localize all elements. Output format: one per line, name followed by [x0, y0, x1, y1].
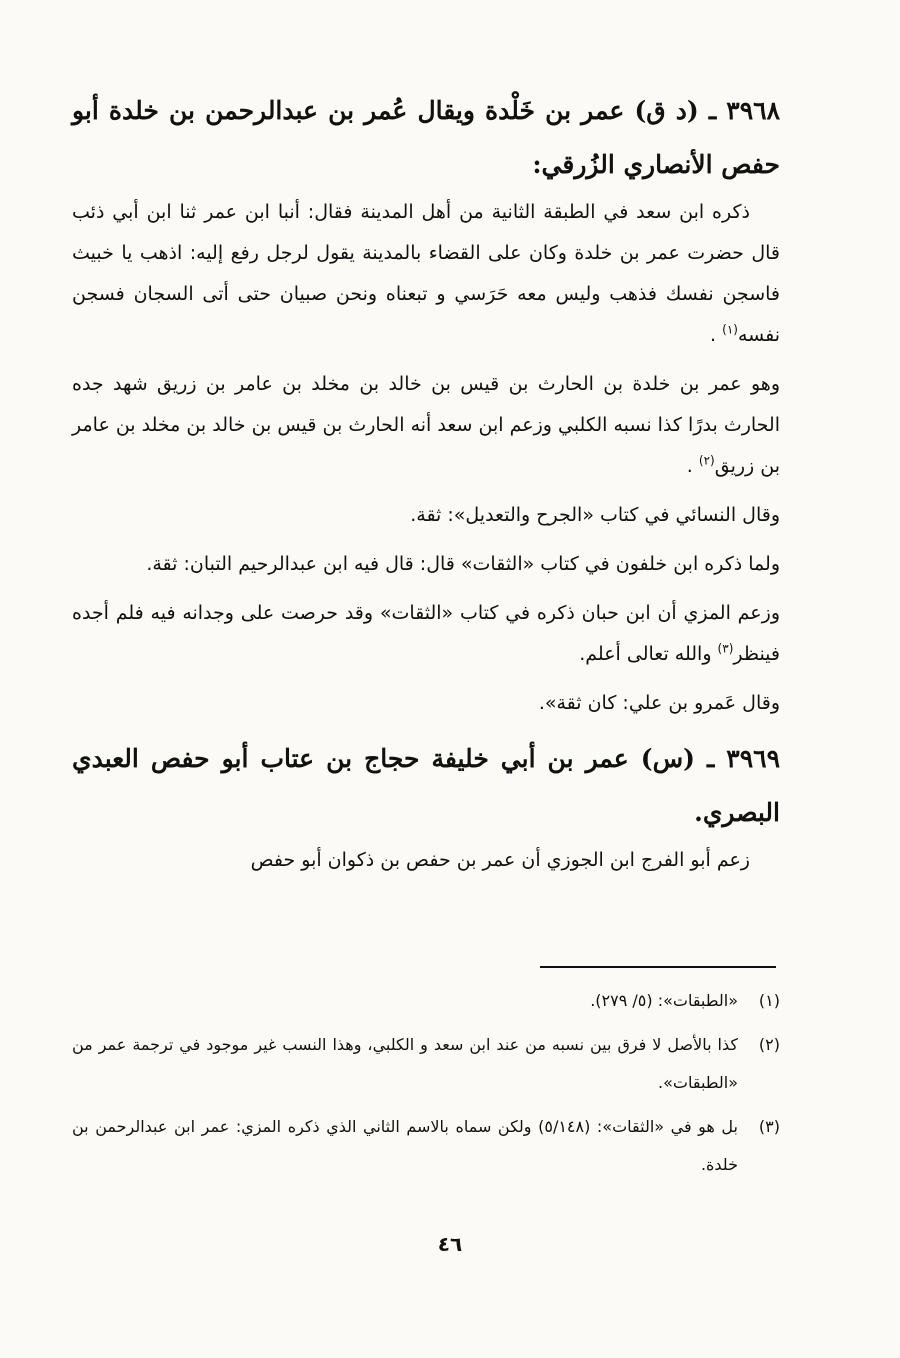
paragraph-end: . — [686, 455, 699, 477]
paragraph-end: والله تعالى أعلم. — [579, 643, 718, 665]
entry-3968-paragraph-5 — [72, 593, 780, 675]
entry-3968-paragraph-4: ولما ذكره ابن خلفون في كتاب «الثقات» قال: قال فيه ابن عبدالرحيم التبان: ثقة. — [146, 553, 780, 575]
paragraph-end: . — [710, 324, 723, 346]
entry-3969-paragraph-1: زعم أبو الفرج ابن الجوزي أن عمر بن حفص بن ذكوان أبو حفص — [250, 849, 750, 871]
entry-3968-paragraph-1 — [72, 192, 780, 356]
entry-3969-heading: ٣٩٦٩ ـ (س) عمر بن أبي خليفة حجاج بن عتاب أبو حفص العبدي البصري. — [72, 744, 780, 827]
footnote-ref-2[interactable]: (٢) — [698, 453, 715, 468]
footnote-ref-1[interactable]: (١) — [722, 322, 738, 337]
entry-3968-heading: ٣٩٦٨ ـ (د ق) عمر بن خَلْدة ويقال عُمر بن عبدالرحمن بن خلدة أبو حفص الأنصاري الزُرقي: — [72, 96, 780, 179]
footnote-1 — [72, 982, 780, 1020]
footnote-divider — [540, 966, 776, 968]
footnote-text: بل هو في «الثقات»: (٥/١٤٨) ولكن سماه بالاسم الثاني الذي ذكره المزي: عمر ابن عبدالرحمن بن خلدة. — [72, 1117, 738, 1174]
footnote-text: «الطبقات»: (٥/ ٢٧٩). — [590, 991, 738, 1010]
footnote-text: كذا بالأصل لا فرق بين نسبه من عند ابن سعد و الكلبي، وهذا النسب غير موجود في ترجمة عمر من «الطبقات». — [72, 1035, 738, 1092]
footnotes — [72, 982, 780, 1190]
footnote-number: (٣) — [758, 1117, 780, 1136]
page-number: ٤٦ — [437, 1232, 463, 1256]
footnote-3 — [72, 1108, 780, 1184]
paragraph-text: ذكره ابن سعد في الطبقة الثانية من أهل المدينة فقال: أنبا ابن عمر ثنا ابن أبي ذئب قال حضرت عمر بن خلدة وكان على القضاء بالمدينة يقول لرجل رفع إليه: اذهب يا خبيث فاسجن نفسك فذهب وليس معه حَرَسي و تبعناه ونحن صبيان حتى أتى السجان فسجن نفسه — [72, 201, 780, 346]
main-text — [72, 78, 780, 889]
footnote-ref-3[interactable]: (٣) — [717, 641, 734, 656]
footnote-number: (٢) — [758, 1035, 780, 1054]
entry-3968-paragraph-6: وقال عَمرو بن علي: كان ثقة». — [538, 692, 780, 714]
footnote-number: (١) — [758, 991, 780, 1010]
footnote-2 — [72, 1026, 780, 1102]
entry-3968-paragraph-2 — [72, 364, 780, 487]
entry-3968-paragraph-3: وقال النسائي في كتاب «الجرح والتعديل»: ثقة. — [410, 504, 780, 526]
paragraph-text: وزعم المزي أن ابن حبان ذكره في كتاب «الثقات» وقد حرصت على وجدانه فيه فلم أجده فينظر — [72, 602, 780, 665]
paragraph-text: وهو عمر بن خلدة بن الحارث بن قيس بن خالد بن مخلد بن عامر بن زريق شهد جده الحارث بدرًا كذا نسبه الكلبي وزعم ابن سعد أنه الحارث بن قيس بن خالد بن مخلد بن عامر بن زريق — [72, 373, 780, 477]
